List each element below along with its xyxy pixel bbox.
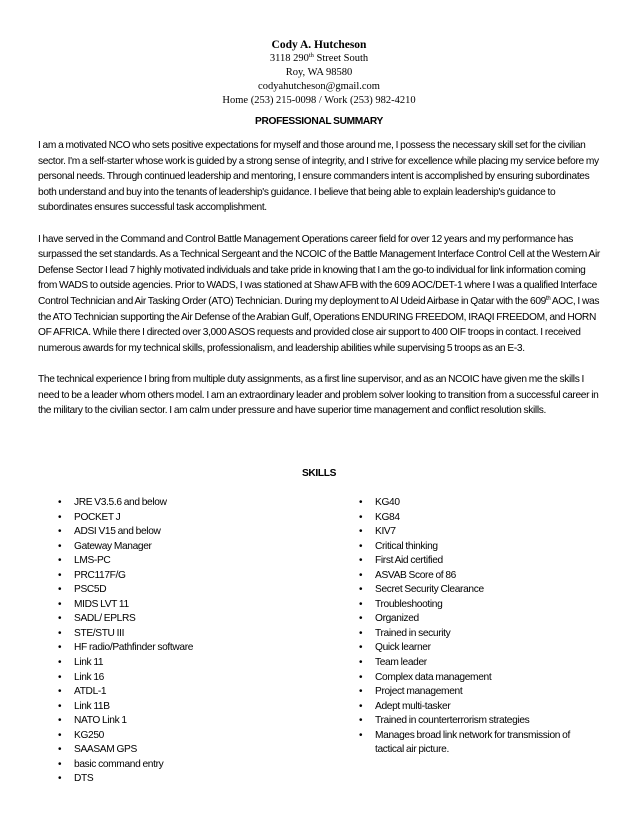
skill-text: SADL/ EPLRS [74,613,136,625]
skill-text: Link 11B [74,700,110,712]
skill-item [58,496,298,511]
bullet-icon: • [58,700,62,712]
skill-item [58,743,298,758]
skill-text: Adept multi-tasker [375,700,451,712]
bullet-icon: • [58,526,62,538]
skill-item [359,554,589,569]
street-number: 3118 290 [269,53,309,64]
skill-item [58,772,298,787]
summary-paragraph-2-part-a: I have served in the Command and Control Battle Management Operations career field for over 12 years and my performance has surpassed the set standards. As a Technical Sergeant and the NCOIC of the Battle Management Interface Control Cell at the Western Air Defense Sector I lead 7 highly motivated individuals and take pride in knowing that I am the go-to individual for link information coming from WADS to outside agencies. Prior to WADS, I was stationed at Shaw AFB with the 609 AOC/DET-1 where I was a qualified Interface Control Technician and Air Tasking Order (ATO) Technician. During my deployment to Al Udeid Airbase in Qatar with the 609 [38,233,600,307]
person-name: Cody A. Hutcheson [271,39,367,51]
skill-text: ADSI V15 and below [74,526,161,538]
skill-item [58,729,298,744]
skill-item [58,612,298,627]
skill-text: Project management [375,686,463,698]
bullet-icon: • [58,598,62,610]
skill-item [58,671,298,686]
bullet-icon: • [359,642,363,654]
skills-list-right [359,496,589,758]
skill-text: PRC117F/G [74,569,126,581]
bullet-icon: • [58,613,62,625]
skill-text: KG84 [375,511,400,523]
skill-item [359,729,589,758]
skill-text: ASVAB Score of 86 [375,569,456,581]
skill-text: Manages broad link network for transmission of tactical air picture. [375,729,570,756]
skill-item [58,714,298,729]
skill-item [359,612,589,627]
skill-item [58,598,298,613]
street-ordinal: th [308,52,314,59]
skill-text: HF radio/Pathfinder software [74,642,194,654]
skill-item [359,496,589,511]
street-name: Street South [313,53,369,64]
skill-text: MIDS LVT 11 [74,598,129,610]
bullet-icon: • [58,642,62,654]
bullet-icon: • [58,627,62,639]
skill-item [58,685,298,700]
contact-header [0,38,638,108]
bullet-icon: • [359,613,363,625]
skill-item [359,641,589,656]
skills-list-left [58,496,298,787]
skill-item [58,540,298,555]
skill-text: KIV7 [375,526,396,538]
skill-item [359,627,589,642]
skill-text: KG250 [74,729,104,741]
skill-text: Critical thinking [375,540,438,552]
bullet-icon: • [359,555,363,567]
skill-text: NATO Link 1 [74,715,127,727]
skill-text: Trained in counterterrorism strategies [375,715,530,727]
skill-text: Organized [375,613,419,625]
skills-heading: SKILLS [301,468,337,479]
skill-item [359,525,589,540]
bullet-icon: • [58,715,62,727]
email-address: codyahutcheson@gmail.com [258,81,380,92]
skill-item [359,714,589,729]
skill-item [58,583,298,598]
city-line: Roy, WA 98580 [285,67,353,78]
skill-text: JRE V3.5.6 and below [74,497,167,508]
bullet-icon: • [58,686,62,698]
skill-item [58,554,298,569]
bullet-icon: • [359,569,363,581]
street-address [0,52,638,66]
summary-paragraph-3: The technical experience I bring from multiple duty assignments, as a first line supervisor, and as an NCOIC have given me the skills I need to be a leader whom others model. I am an extraordinary leader and problem solver looking to transition from a successful career in the military to the civilian sector. I am calm under pressure and have superior time management and conflict resolution skills. [38,373,599,417]
bullet-icon: • [359,686,363,698]
bullet-icon: • [359,540,363,552]
skill-item [58,656,298,671]
skill-item [359,671,589,686]
skill-text: Team leader [375,657,427,669]
bullet-icon: • [359,671,363,683]
skill-text: DTS [74,773,94,785]
bullet-icon: • [58,758,62,770]
skill-text: Troubleshooting [375,598,443,610]
bullet-icon: • [359,715,363,727]
skill-text: Link 11 [74,657,104,669]
summary-section [38,138,606,434]
summary-heading: PROFESSIONAL SUMMARY [255,116,383,127]
skill-text: Link 16 [74,671,105,683]
skill-item [58,525,298,540]
bullet-icon: • [58,729,62,741]
bullet-icon: • [359,497,363,508]
skill-text: Complex data management [375,671,492,683]
bullet-icon: • [58,584,62,596]
bullet-icon: • [359,526,363,538]
skill-text: ATDL-1 [74,686,107,698]
skill-text: First Aid certified [375,555,443,567]
skill-text: STE/STU III [74,627,125,639]
bullet-icon: • [58,671,62,683]
skill-item [359,511,589,526]
skill-item [359,569,589,584]
summary-paragraph-2-part-b: AOC, I was the ATO Technician supporting the Air Defense of the Arabian Gulf, Operations ENDURING FREEDOM, IRAQI FREEDOM, and HORN OF AFRICA. While there I directed over 3,000 ASOS requests and provided close air support to 400 OIF troops in contact. I received numerous awards for my technical skills, professionalism, and leadership abilities while supervising 5 troops as an E-3. [38,295,600,354]
skill-text: PSC5D [74,584,107,596]
skill-text: KG40 [375,497,400,508]
skill-item [58,569,298,584]
skill-item [58,511,298,526]
phone-numbers: Home (253) 215-0098 / Work (253) 982-4210 [222,95,416,106]
skill-text: Trained in security [375,627,451,639]
summary-paragraph-2-ordinal: th [546,295,551,302]
skill-item [58,700,298,715]
skill-text: SAASAM GPS [74,744,137,756]
skill-text: basic command entry [74,758,164,770]
bullet-icon: • [58,773,62,785]
skill-text: LMS-PC [74,555,111,567]
bullet-icon: • [359,729,363,741]
skill-item [359,598,589,613]
bullet-icon: • [58,555,62,567]
bullet-icon: • [359,511,363,523]
skill-item [359,583,589,598]
bullet-icon: • [58,657,62,669]
bullet-icon: • [58,540,62,552]
bullet-icon: • [58,569,62,581]
skill-text: Gateway Manager [74,540,152,552]
skill-item [58,641,298,656]
skill-item [359,685,589,700]
skill-item [58,758,298,773]
skill-text: Secret Security Clearance [375,584,484,596]
skill-item [359,656,589,671]
bullet-icon: • [359,584,363,596]
skill-item [359,700,589,715]
summary-paragraph-1: I am a motivated NCO who sets positive expectations for myself and those around me, I possess the necessary skill set for the civilian sector. I'm a self-starter whose work is guided by a strong sense of integrity, and I strive for excellence while placing my service before my personal needs. Through continued leadership and mentoring, I ensure commanders intent is accomplished by ensuring subordinates both understand and buy into the tenants of leadership's guidance. I believe that being able to explain leadership's guidance to subordinates ensures successful task accomplishment. [38,140,599,214]
skill-item [58,627,298,642]
bullet-icon: • [58,744,62,756]
bullet-icon: • [359,700,363,712]
summary-paragraph-2 [38,232,606,357]
bullet-icon: • [359,657,363,669]
bullet-icon: • [359,627,363,639]
bullet-icon: • [359,598,363,610]
skill-text: POCKET J [74,511,121,523]
bullet-icon: • [58,511,62,523]
bullet-icon: • [58,497,62,508]
skill-text: Quick learner [375,642,431,654]
skill-item [359,540,589,555]
